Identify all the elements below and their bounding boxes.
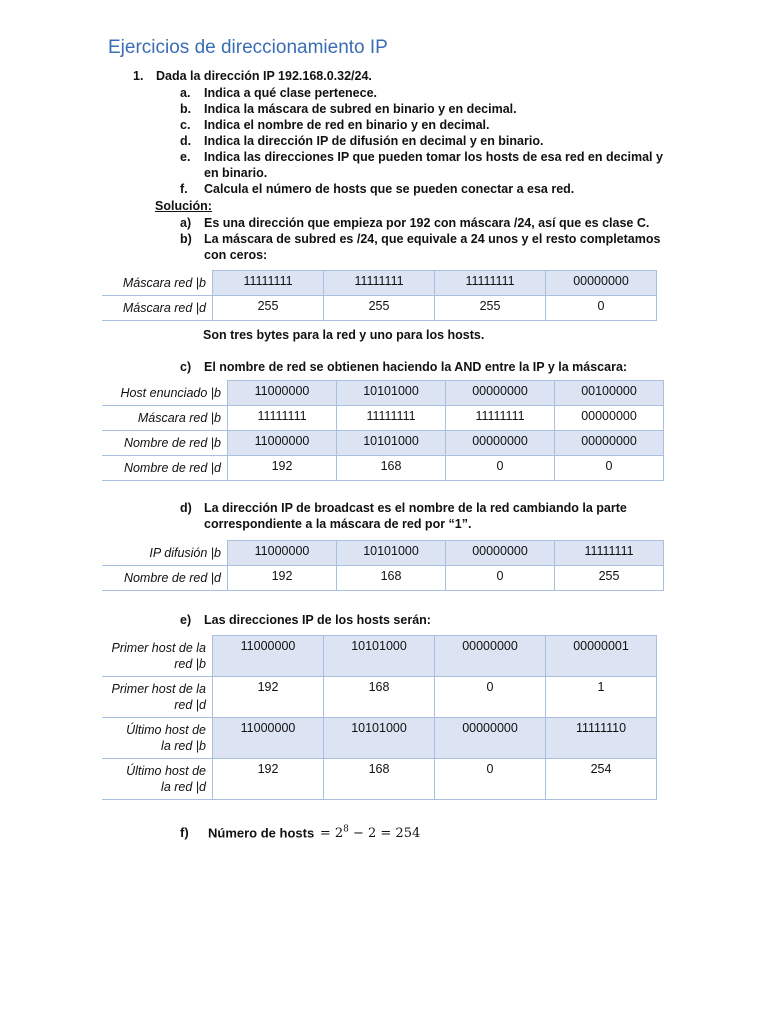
table-cell: 11000000 xyxy=(228,431,337,456)
table-cell: 10101000 xyxy=(324,718,435,759)
exercise-item-text: Indica a qué clase pertenece. xyxy=(204,86,377,100)
solution-b-text: La máscara de subred es /24, que equivale a 24 unos y el resto completamos xyxy=(204,232,661,246)
hosts-table xyxy=(102,635,657,800)
solution-e-text: Las direcciones IP de los hosts serán: xyxy=(204,613,431,627)
table-cell: 11000000 xyxy=(213,718,324,759)
table-cell: 11111111 xyxy=(324,271,435,296)
solution-f xyxy=(180,822,420,842)
row-label-line: red |b xyxy=(174,656,206,671)
exercise-item xyxy=(180,85,377,101)
table-cell: 0 xyxy=(446,566,555,591)
solution-c-text: El nombre de red se obtienen haciendo la AND entre la IP y la máscara: xyxy=(204,360,628,374)
table-row xyxy=(102,677,657,718)
exercise-item-text: Indica la dirección IP de difusión en decimal y en binario. xyxy=(204,134,544,148)
table-row xyxy=(102,456,664,481)
table-row xyxy=(102,541,664,566)
row-label: Host enunciado |b xyxy=(102,381,228,406)
network-name-table xyxy=(102,380,664,481)
solution-a-label: a) xyxy=(180,216,192,230)
table-row xyxy=(102,296,657,321)
row-label: Máscara red |b xyxy=(102,271,213,296)
row-label xyxy=(102,718,213,759)
solution-d-text: La dirección IP de broadcast es el nombre de la red cambiando la parte xyxy=(204,501,627,515)
table-cell: 00000000 xyxy=(546,271,657,296)
table-cell: 10101000 xyxy=(324,636,435,677)
table-cell: 11000000 xyxy=(213,636,324,677)
table-cell: 168 xyxy=(337,566,446,591)
exercise-item-label: c. xyxy=(180,118,191,132)
mask-table xyxy=(102,270,657,321)
row-label-line: Primer host de la xyxy=(111,682,206,696)
table-cell: 255 xyxy=(213,296,324,321)
exercise-item-label: e. xyxy=(180,150,191,164)
row-label xyxy=(102,759,213,800)
row-label-line: Último host de xyxy=(126,764,206,778)
exercise-number: 1. xyxy=(133,69,144,83)
exercise-item-label: f. xyxy=(180,182,188,196)
exercise-item xyxy=(180,133,543,149)
table-cell: 168 xyxy=(324,677,435,718)
table-cell: 11000000 xyxy=(228,381,337,406)
exercise-item-text: Calcula el número de hosts que se pueden conectar a esa red. xyxy=(204,182,575,196)
row-label-line: Último host de xyxy=(126,723,206,737)
table-cell: 255 xyxy=(435,296,546,321)
table-row xyxy=(102,759,657,800)
table-cell: 0 xyxy=(546,296,657,321)
solution-e xyxy=(180,612,431,628)
table-row xyxy=(102,566,664,591)
table-cell: 10101000 xyxy=(337,431,446,456)
table-cell: 00000000 xyxy=(446,381,555,406)
table-cell: 11111111 xyxy=(213,271,324,296)
solution-c xyxy=(180,359,627,375)
solution-b-text-2: con ceros: xyxy=(204,248,268,262)
table-cell: 0 xyxy=(446,456,555,481)
solution-b-label: b) xyxy=(180,232,192,246)
table-cell: 00000000 xyxy=(446,541,555,566)
table-cell: 255 xyxy=(324,296,435,321)
table-cell: 0 xyxy=(555,456,664,481)
table-cell: 11111111 xyxy=(446,406,555,431)
solution-d-label: d) xyxy=(180,501,192,515)
note-b: Son tres bytes para la red y uno para los hosts. xyxy=(203,328,485,342)
table-row xyxy=(102,636,657,677)
table-cell: 192 xyxy=(228,456,337,481)
exercise-item-text: Indica las direcciones IP que pueden tomar los hosts de esa red en decimal y xyxy=(204,150,663,164)
table-cell: 11111110 xyxy=(546,718,657,759)
table-cell: 00000000 xyxy=(435,636,546,677)
table-cell: 0 xyxy=(435,759,546,800)
row-label: Nombre de red |d xyxy=(102,456,228,481)
table-cell: 11111111 xyxy=(435,271,546,296)
table-row xyxy=(102,431,664,456)
formula-exponent: 8 xyxy=(343,825,349,835)
solution-b xyxy=(180,231,660,247)
row-label xyxy=(102,636,213,677)
table-cell: 00000000 xyxy=(446,431,555,456)
table-cell: 00100000 xyxy=(555,381,664,406)
table-cell: 0 xyxy=(435,677,546,718)
table-cell: 11000000 xyxy=(228,541,337,566)
solution-f-text: Número de hosts xyxy=(208,825,315,841)
table-cell: 192 xyxy=(213,759,324,800)
solution-a-text: Es una dirección que empieza por 192 con máscara /24, así que es clase C. xyxy=(204,216,650,230)
table-cell: 11111111 xyxy=(555,541,664,566)
solution-c-label: c) xyxy=(180,360,192,374)
solution-d xyxy=(180,500,627,516)
table-row xyxy=(102,718,657,759)
exercise-item xyxy=(180,117,490,133)
row-label: Nombre de red |d xyxy=(102,566,228,591)
formula-part-2: − 2 = 254 xyxy=(348,826,421,842)
table-cell: 00000000 xyxy=(435,718,546,759)
table-row xyxy=(102,271,657,296)
formula-part-1: = 2 xyxy=(319,826,344,842)
exercise-item-text: Indica el nombre de red en binario y en decimal. xyxy=(204,118,490,132)
table-cell: 10101000 xyxy=(337,541,446,566)
exercise-item xyxy=(180,101,517,117)
page-title: Ejercicios de direccionamiento IP xyxy=(108,37,388,58)
exercise-item-text-continued: en binario. xyxy=(204,166,268,180)
exercise-item-text: Indica la máscara de subred en binario y en decimal. xyxy=(204,102,517,116)
solution-d-text-2: correspondiente a la máscara de red por “1”. xyxy=(204,517,472,531)
exercise-item-label: b. xyxy=(180,102,192,116)
table-cell: 11111111 xyxy=(228,406,337,431)
row-label-line: la red |d xyxy=(161,780,206,794)
table-cell: 00000001 xyxy=(546,636,657,677)
row-label: IP difusión |b xyxy=(102,541,228,566)
table-cell: 192 xyxy=(213,677,324,718)
solution-heading: Solución: xyxy=(155,199,212,213)
table-cell: 168 xyxy=(324,759,435,800)
exercise-item-label: a. xyxy=(180,86,191,100)
row-label: Nombre de red |b xyxy=(102,431,228,456)
row-label xyxy=(102,677,213,718)
table-row xyxy=(102,381,664,406)
table-cell: 10101000 xyxy=(337,381,446,406)
exercise-text: Dada la dirección IP 192.168.0.32/24. xyxy=(156,69,372,83)
table-cell: 00000000 xyxy=(555,406,664,431)
table-cell: 192 xyxy=(228,566,337,591)
table-cell: 255 xyxy=(555,566,664,591)
row-label-line: Primer host de la xyxy=(111,640,206,655)
row-label: Máscara red |d xyxy=(102,296,213,321)
hosts-formula xyxy=(320,826,420,841)
exercise-item xyxy=(180,181,574,197)
broadcast-table xyxy=(102,540,664,591)
table-cell: 168 xyxy=(337,456,446,481)
row-label: Máscara red |b xyxy=(102,406,228,431)
solution-a xyxy=(180,215,649,231)
table-cell: 1 xyxy=(546,677,657,718)
table-cell: 254 xyxy=(546,759,657,800)
exercise-item-label: d. xyxy=(180,134,192,148)
table-cell: 00000000 xyxy=(555,431,664,456)
row-label-line: red |d xyxy=(174,698,206,712)
table-cell: 11111111 xyxy=(337,406,446,431)
solution-f-label: f) xyxy=(180,825,189,841)
exercise-statement xyxy=(133,68,372,84)
solution-e-label: e) xyxy=(180,613,192,627)
exercise-item xyxy=(180,149,663,165)
row-label-line: la red |b xyxy=(161,739,206,753)
table-row xyxy=(102,406,664,431)
